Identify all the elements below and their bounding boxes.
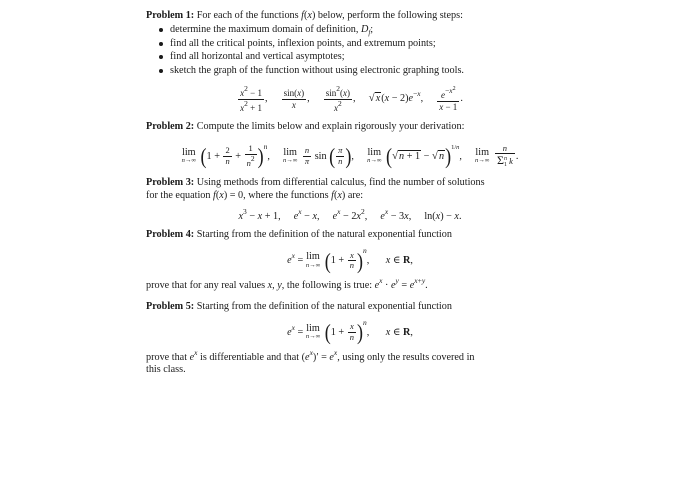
formula: $\frac{\sin^2(x)}{x^2}$ <box>325 84 350 113</box>
formula: $\frac{\sin(x)}{x}$ <box>283 88 305 110</box>
step-item: find all the critical points, inflexion points, and extremum points; <box>158 38 554 51</box>
formula: $e^x - 3x$, <box>380 206 412 222</box>
formula: $√x(x - 2)e^{-x}$ <box>368 89 421 105</box>
problem-1-steps <box>146 24 554 78</box>
step-item: sketch the graph of the function without using electronic graphing tools. <box>158 65 554 78</box>
formula: $e^x - 2x^2$, <box>332 206 368 222</box>
problem-4-title: Problem 4: <box>146 229 195 241</box>
problem-4 <box>146 229 554 292</box>
problem-4-header <box>146 229 554 242</box>
problem-5-intro: Starting from the definition of the natural exponential function <box>196 300 452 312</box>
problem-1-title: Problem 1: <box>146 10 195 21</box>
problem-3-intro-line2: for the equation f(x) = 0, where the functions f(x) are: <box>146 189 364 201</box>
problem-5-title: Problem 5: <box>146 300 195 312</box>
problem-5 <box>146 301 554 377</box>
problem-4-conclusion: prove that for any real values x, y, the following is true: $e^x \cdot e^y = e^{x+y}$. <box>146 276 428 292</box>
problem-1-header <box>146 10 554 23</box>
problem-3-intro-line1: Using methods from differential calculus, find the number of solutions <box>196 177 485 189</box>
formula: $\frac{x^2 - 1}{x^2 + 1}$ <box>240 84 262 113</box>
problem-1 <box>146 10 554 113</box>
problem-2-limits <box>146 142 554 169</box>
problem-5-conclusion-line1: prove that $e^x$ is differentiable and that $(e^x)' = e^x$, using only the results covered in <box>146 347 475 363</box>
formula: lim n→∞ $\frac{n}{\pi}$ sin ( $\frac{\pi}{n}$ ), <box>282 143 357 169</box>
problem-5-header <box>146 301 554 314</box>
problem-1-functions: $\frac{x^2 - 1}{x^2 + 1}$ , $\frac{\sin(x)}{x}$ , $\frac{\sin^2(x)}{x^2}$ , $√x(x - 2)e^{-x}$, $\frac{e^{-x^2}}{x - 1}$ . <box>240 84 463 113</box>
problem-2-title: Problem 2: <box>146 120 195 132</box>
problem-4-intro: Starting from the definition of the natural exponential function <box>196 229 452 241</box>
problem-3-header <box>146 177 554 190</box>
problem-2 <box>146 121 554 169</box>
problem-3 <box>146 177 554 223</box>
formula: lim n→∞ $(√n + 1 - √n)^{1/n}$, <box>367 143 465 169</box>
formula: lim n→∞ (1 + $\frac{2}{n}$ + $\frac{1}{n2}$ )$^n$, <box>181 141 273 169</box>
problem-3-title: Problem 3: <box>146 177 195 189</box>
problem-2-header <box>146 121 554 134</box>
problem-4-definition: $e^x$ = lim n→∞ (1 + $\frac{x}{n}$ )$^n$, x ∈ R, <box>287 246 413 274</box>
problem-1-intro: For each of the functions f(x) below, perform the following steps: <box>196 10 463 21</box>
formula: lim n→∞ $\frac{n}{\Sigma^n_1 k}$ . <box>475 142 519 169</box>
formula: $\frac{e^{-x^2}}{x - 1}$ <box>439 86 458 112</box>
problem-5-conclusion-line2: this class. <box>146 364 186 376</box>
step-item: determine the maximum domain of definition, $D_f$; <box>158 24 554 38</box>
problem-3-functions <box>146 207 554 224</box>
formula: $e^x - x$, <box>293 206 320 222</box>
formula: ln(x) − x. <box>424 210 462 222</box>
problem-5-definition: $e^x$ = lim n→∞ (1 + $\frac{x}{n}$ )$^n$, x ∈ R, <box>287 317 413 345</box>
formula: $x^3 - x + 1$, <box>238 206 281 222</box>
step-item: find all horizontal and vertical asymptotes; <box>158 51 554 64</box>
problem-2-intro: Compute the limits below and explain rigorously your derivation: <box>196 120 465 132</box>
